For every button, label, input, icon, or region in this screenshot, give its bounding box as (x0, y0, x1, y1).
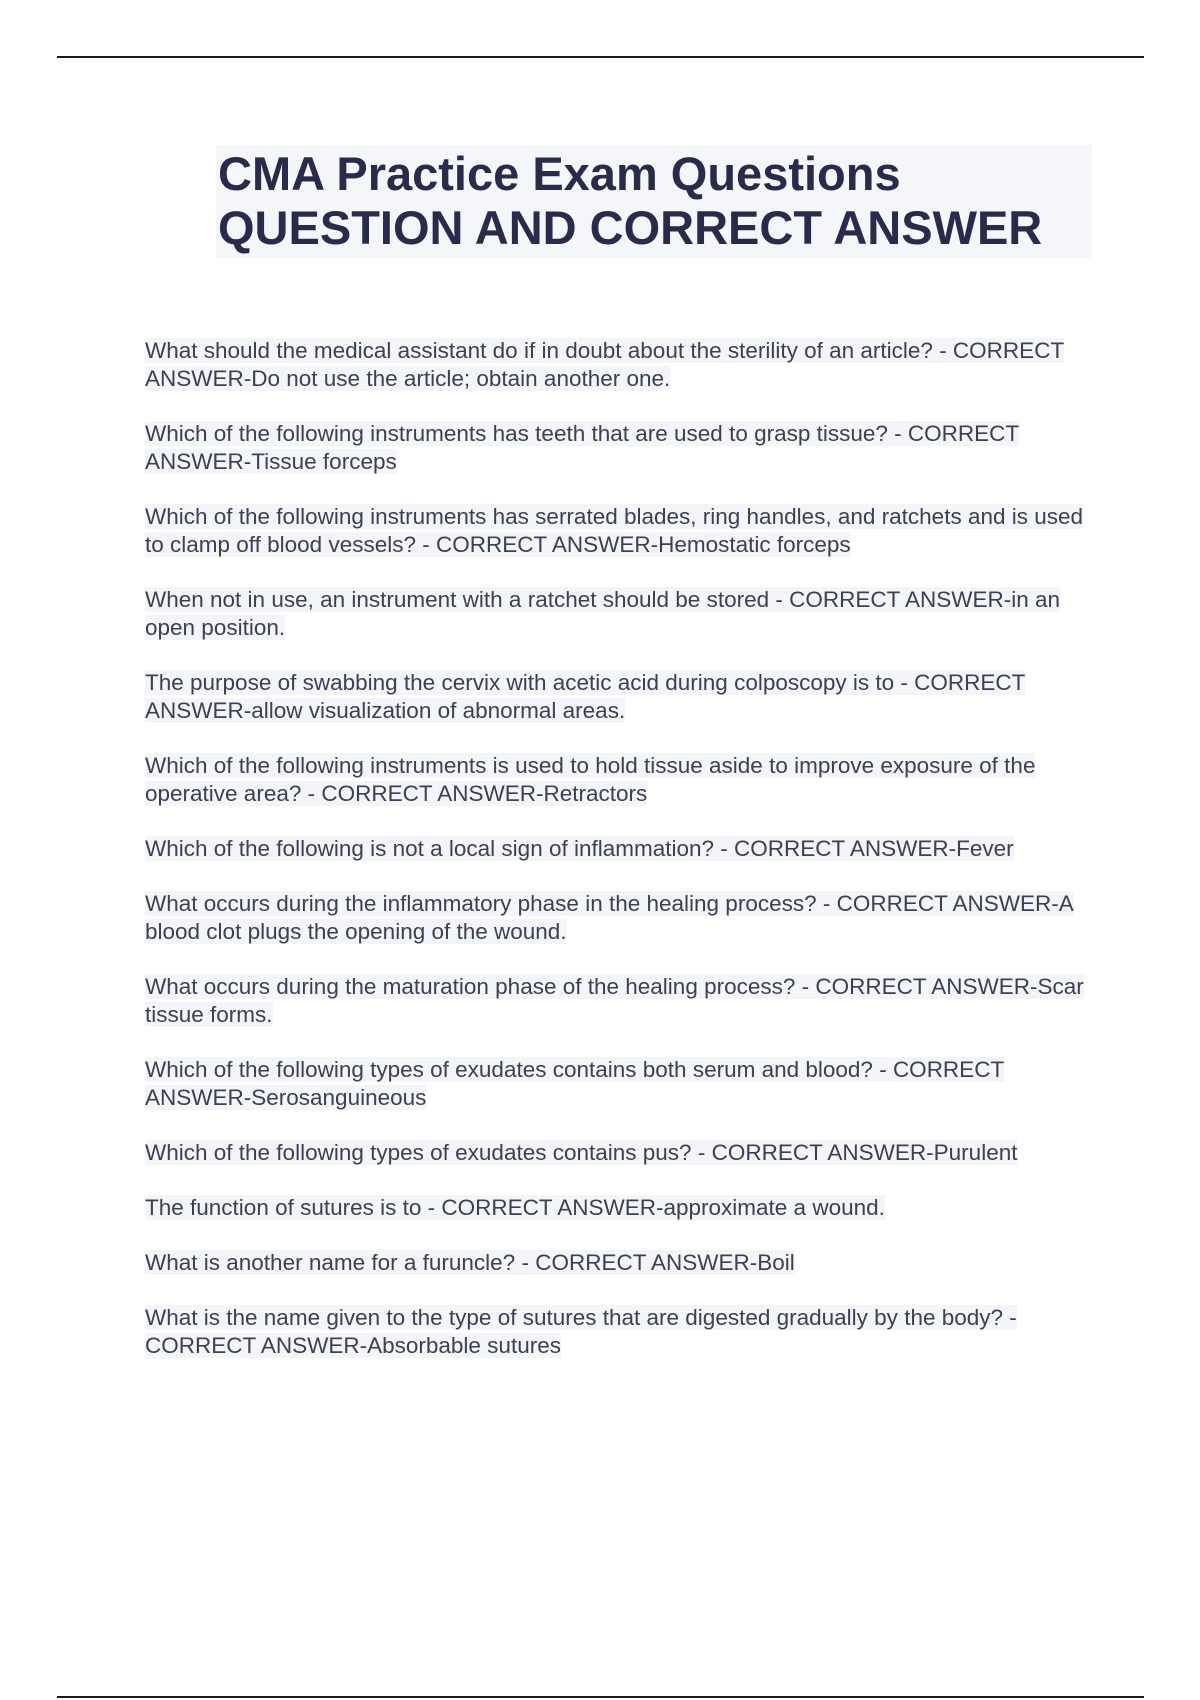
qa-text: Which of the following types of exudates contains pus? - CORRECT ANSWER-Purulent (145, 1140, 1018, 1165)
qa-text: What occurs during the maturation phase of the healing process? - CORRECT ANSWER-Scar tissue forms. (145, 974, 1084, 1027)
qa-item (145, 669, 1090, 725)
title-line-2: QUESTION AND CORRECT ANSWER (218, 201, 1043, 254)
qa-text: The function of sutures is to - CORRECT ANSWER-approximate a wound. (145, 1195, 885, 1220)
qa-text: Which of the following types of exudates contains both serum and blood? - CORRECT ANSWER-Serosanguineous (145, 1057, 1005, 1110)
qa-text: Which of the following is not a local sign of inflammation? - CORRECT ANSWER-Fever (145, 836, 1014, 861)
title-line-1: CMA Practice Exam Questions (218, 147, 901, 200)
qa-text: When not in use, an instrument with a ratchet should be stored - CORRECT ANSWER-in an open position. (145, 587, 1060, 640)
qa-text: What is the name given to the type of sutures that are digested gradually by the body? - CORRECT ANSWER-Absorbable sutures (145, 1305, 1017, 1358)
qa-item (145, 420, 1090, 476)
qa-item (145, 835, 1090, 863)
qa-item (145, 586, 1090, 642)
qa-list (145, 337, 1090, 1387)
qa-text: What is another name for a furuncle? - CORRECT ANSWER-Boil (145, 1250, 795, 1275)
qa-text: Which of the following instruments has teeth that are used to grasp tissue? - CORRECT ANSWER-Tissue forceps (145, 421, 1020, 474)
document-title (216, 145, 1092, 259)
qa-item (145, 1056, 1090, 1112)
qa-text: Which of the following instruments has serrated blades, ring handles, and ratchets and is used to clamp off blood vessels? - CORRECT ANSWER-Hemostatic forceps (145, 504, 1084, 557)
qa-item (145, 973, 1090, 1029)
qa-item (145, 1304, 1090, 1360)
qa-item (145, 503, 1090, 559)
qa-item (145, 337, 1090, 393)
qa-item (145, 1249, 1090, 1277)
qa-item (145, 752, 1090, 808)
qa-text: What should the medical assistant do if in doubt about the sterility of an article? - CORRECT ANSWER-Do not use the article; obtain another one. (145, 338, 1065, 391)
qa-item (145, 1194, 1090, 1222)
qa-item (145, 1139, 1090, 1167)
qa-item (145, 890, 1090, 946)
bottom-rule (57, 1696, 1144, 1698)
qa-text: The purpose of swabbing the cervix with acetic acid during colposcopy is to - CORRECT ANSWER-allow visualization of abnormal areas. (145, 670, 1026, 723)
qa-text: Which of the following instruments is used to hold tissue aside to improve exposure of the operative area? - CORRECT ANSWER-Retractors (145, 753, 1036, 806)
qa-text: What occurs during the inflammatory phase in the healing process? - CORRECT ANSWER-A blood clot plugs the opening of the wound. (145, 891, 1074, 944)
top-rule (57, 56, 1144, 58)
